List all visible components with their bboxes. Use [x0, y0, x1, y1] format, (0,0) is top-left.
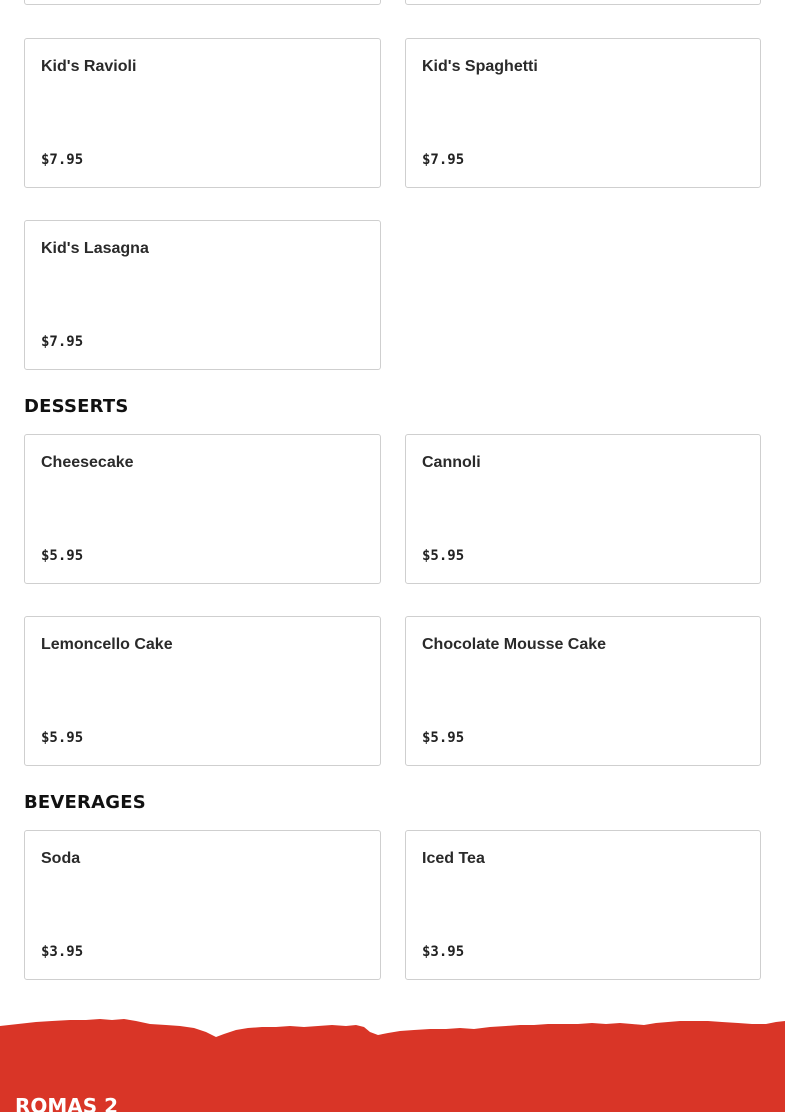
menu-item-price: $5.95 [422, 548, 465, 564]
menu-item-name: Iced Tea [422, 850, 485, 867]
menu-item-name: Cannoli [422, 454, 481, 471]
menu-item-card[interactable] [405, 434, 761, 584]
menu-item-price: $5.95 [422, 730, 465, 746]
menu-item-card[interactable] [24, 616, 381, 766]
menu-item-card[interactable] [24, 220, 381, 370]
menu-item-price: $5.95 [41, 730, 84, 746]
menu-item-card[interactable] [405, 616, 761, 766]
menu-item-name: Kid's Spaghetti [422, 58, 538, 75]
footer-brand-name: ROMAS 2 [15, 1094, 119, 1112]
menu-item-price: $7.95 [41, 334, 84, 350]
menu-item-card[interactable] [24, 38, 381, 188]
menu-item-price: $7.95 [422, 152, 465, 168]
menu-item-name: Kid's Lasagna [41, 240, 149, 257]
section-title-desserts: DESSERTS [24, 396, 129, 417]
menu-item-price: $3.95 [422, 944, 465, 960]
menu-item-price: $7.95 [41, 152, 84, 168]
menu-item-card[interactable] [405, 830, 761, 980]
menu-item-price: $3.95 [41, 944, 84, 960]
section-title-beverages: BEVERAGES [24, 792, 146, 813]
menu-item-name: Chocolate Mousse Cake [422, 636, 607, 653]
menu-item-name: Lemoncello Cake [41, 636, 173, 653]
menu-item-card[interactable] [405, 38, 761, 188]
menu-item-name: Cheesecake [41, 454, 134, 471]
menu-item-card-partial[interactable] [405, 0, 761, 5]
menu-item-card-partial[interactable] [24, 0, 381, 5]
menu-item-price: $5.95 [41, 548, 84, 564]
menu-item-name: Kid's Ravioli [41, 58, 137, 75]
menu-item-card[interactable] [24, 434, 381, 584]
site-footer [0, 1012, 785, 1112]
menu-item-name: Soda [41, 850, 81, 867]
menu-item-card[interactable] [24, 830, 381, 980]
